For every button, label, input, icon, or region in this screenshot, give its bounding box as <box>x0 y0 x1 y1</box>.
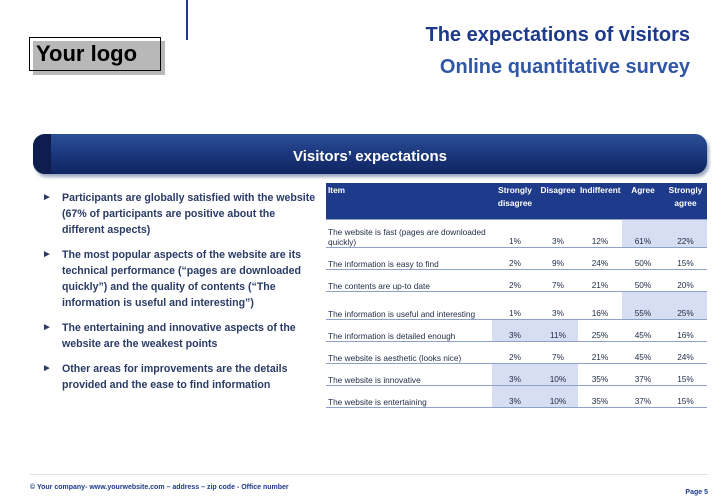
cell-value: 61% <box>622 219 664 247</box>
column-header: Indifferent <box>578 183 622 219</box>
table-row <box>326 291 707 319</box>
finding-text: The entertaining and innovative aspects of the website are the weakest points <box>62 322 296 350</box>
footer-text: © Your company- www.yourwebsite.com – address – zip code - Office number <box>30 484 289 491</box>
finding-text: The most popular aspects of the website are its technical performance (“pages are downloaded quickly”) and the quality of contents (“The information is useful and interesting”) <box>62 249 302 309</box>
row-item: The information is easy to find <box>326 247 492 269</box>
cell-value: 24% <box>664 341 707 363</box>
table-row <box>326 269 707 291</box>
table-row <box>326 219 707 247</box>
cell-value: 9% <box>538 247 578 269</box>
table-row <box>326 247 707 269</box>
cell-value: 1% <box>492 291 538 319</box>
cell-value: 10% <box>538 385 578 407</box>
bullet-arrow-icon: ► <box>42 192 52 203</box>
cell-value: 35% <box>578 385 622 407</box>
cell-value: 21% <box>578 341 622 363</box>
cell-value: 15% <box>664 385 707 407</box>
row-item: The contents are up-to date <box>326 269 492 291</box>
cell-value: 3% <box>538 219 578 247</box>
key-findings <box>36 190 316 402</box>
finding-item <box>36 361 316 393</box>
cell-value: 7% <box>538 341 578 363</box>
cell-value: 50% <box>622 269 664 291</box>
finding-text: Participants are globally satisfied with the website (67% of participants are positive about the different aspects) <box>62 192 316 236</box>
table-row <box>326 385 707 407</box>
row-item: The information is detailed enough <box>326 319 492 341</box>
page-title: The expectations of visitors <box>425 24 690 46</box>
cell-value: 2% <box>492 247 538 269</box>
cell-value: 37% <box>622 363 664 385</box>
cell-value: 21% <box>578 269 622 291</box>
cell-value: 25% <box>664 291 707 319</box>
table-row <box>326 341 707 363</box>
cell-value: 12% <box>578 219 622 247</box>
row-item: The website is entertaining <box>326 385 492 407</box>
cell-value: 2% <box>492 269 538 291</box>
bullet-arrow-icon: ► <box>42 249 52 260</box>
cell-value: 20% <box>664 269 707 291</box>
finding-item <box>36 320 316 352</box>
cell-value: 50% <box>622 247 664 269</box>
cell-value: 10% <box>538 363 578 385</box>
cell-value: 55% <box>622 291 664 319</box>
cell-value: 15% <box>664 363 707 385</box>
cell-value: 22% <box>664 219 707 247</box>
page-subtitle: Online quantitative survey <box>439 56 690 78</box>
cell-value: 37% <box>622 385 664 407</box>
column-header: Strongly disagree <box>492 183 538 219</box>
column-header: Disagree <box>538 183 578 219</box>
cell-value: 24% <box>578 247 622 269</box>
column-header: Strongly agree <box>664 183 707 219</box>
cell-value: 3% <box>492 319 538 341</box>
finding-item <box>36 190 316 238</box>
table-header-row <box>326 183 707 219</box>
cell-value: 25% <box>578 319 622 341</box>
column-header: Item <box>326 183 492 219</box>
cell-value: 45% <box>622 319 664 341</box>
row-item: The website is aesthetic (looks nice) <box>326 341 492 363</box>
bullet-arrow-icon: ► <box>42 322 52 333</box>
page-number: Page 5 <box>685 489 708 496</box>
table-row <box>326 363 707 385</box>
cell-value: 7% <box>538 269 578 291</box>
row-item: The website is fast (pages are downloaded quickly) <box>326 219 492 247</box>
row-item: The information is useful and interesting <box>326 291 492 319</box>
logo: Your logo <box>29 37 161 71</box>
cell-value: 16% <box>578 291 622 319</box>
cell-value: 35% <box>578 363 622 385</box>
cell-value: 2% <box>492 341 538 363</box>
cell-value: 3% <box>492 363 538 385</box>
cell-value: 15% <box>664 247 707 269</box>
footer-divider <box>30 474 708 475</box>
cell-value: 1% <box>492 219 538 247</box>
header-divider <box>186 0 188 40</box>
banner-title: Visitors’ expectations <box>293 148 447 165</box>
finding-text: Other areas for improvements are the details provided and the ease to find information <box>62 363 288 391</box>
expectations-table <box>326 183 707 408</box>
finding-item <box>36 247 316 311</box>
cell-value: 11% <box>538 319 578 341</box>
cell-value: 45% <box>622 341 664 363</box>
table-row <box>326 319 707 341</box>
cell-value: 16% <box>664 319 707 341</box>
column-header: Agree <box>622 183 664 219</box>
bullet-arrow-icon: ► <box>42 363 52 374</box>
row-item: The website is innovative <box>326 363 492 385</box>
cell-value: 3% <box>538 291 578 319</box>
cell-value: 3% <box>492 385 538 407</box>
